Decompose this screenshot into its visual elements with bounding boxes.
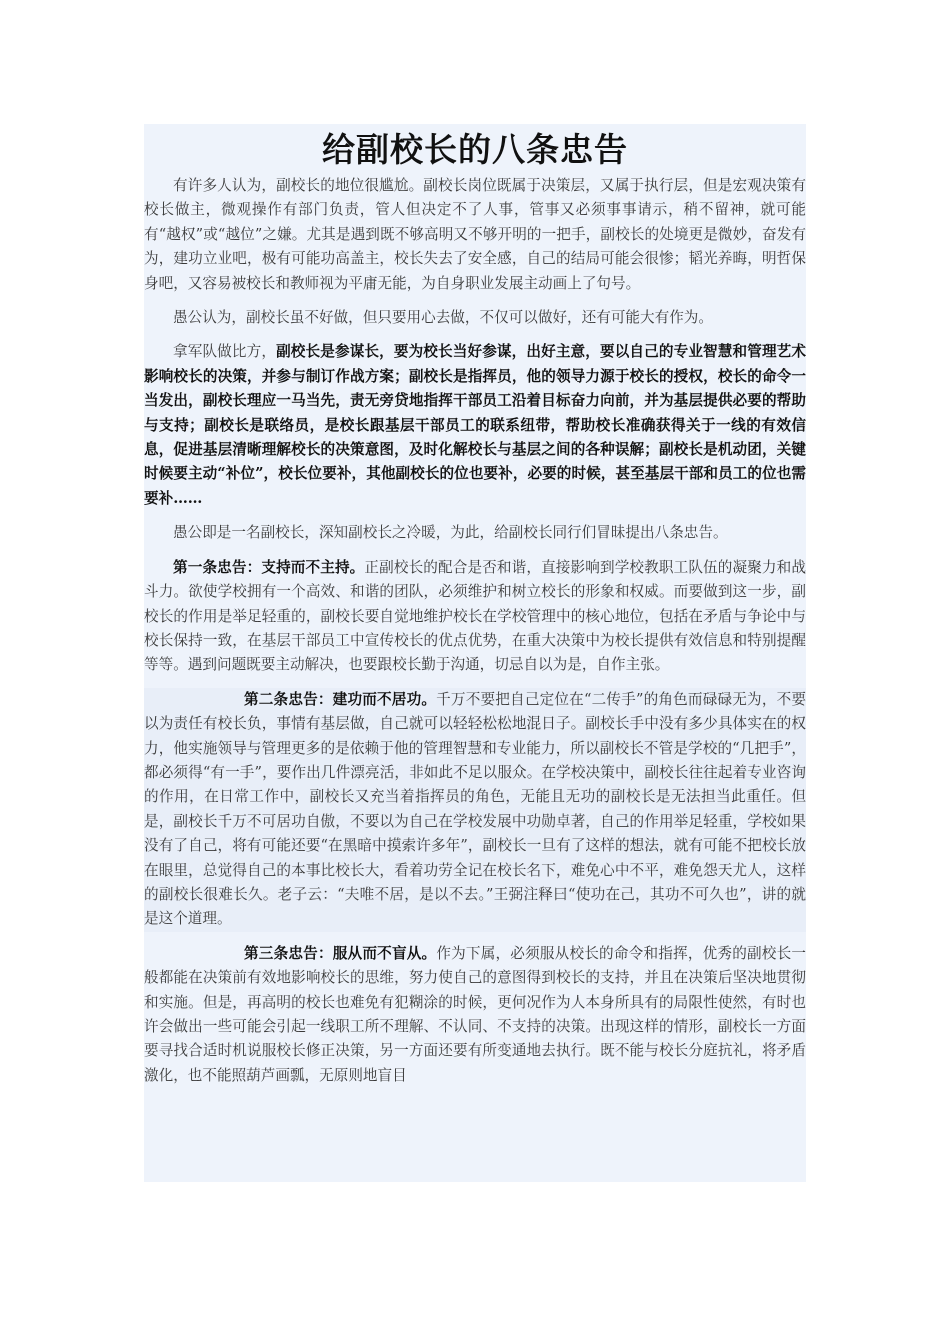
paragraph-yugong-view: 愚公认为，副校长虽不好做，但只要用心去做，不仅可以做好，还有可能大有作为。	[173, 309, 713, 327]
paragraph-advice-3	[144, 942, 806, 1088]
advice-2-heading: 第二条忠告：建功而不居功。	[244, 690, 437, 708]
advice-3-body: 作为下属，必须服从校长的命令和指挥，优秀的副校长一般都能在决策前有效地影响校长的思维，努力使自己的意图得到校长的支持，并且在决策后坚决地贯彻和实施。但是，再高明的校长也难免有犯糊涂的时候，更何况作为人本身所具有的局限性使然，有时也许会做出一些可能会引起一线职工所不理解、不认同、不支持的决策。出现这样的情形，副校长一方面要寻找合适时机说服校长修正决策，另一方面还要有所变通地去执行。既不能与校长分庭抗礼，将矛盾激化，也不能照葫芦画瓢，无原则地盲目	[144, 944, 806, 1084]
document-title: 给副校长的八条忠告	[322, 130, 628, 169]
paragraph-eight-advices-intro: 愚公即是一名副校长，深知副校长之冷暖，为此，给副校长同行们冒昧提出八条忠告。	[173, 524, 728, 542]
paragraph-intro: 有许多人认为，副校长的地位很尴尬。副校长岗位既属于决策层，又属于执行层，但是宏观决策有校长做主，微观操作有部门负责，管人但决定不了人事，管事又必须事事请示，稍不留神，就可能有“越权”或“越位”之嫌。尤其是遇到既不够高明又不够开明的一把手，副校长的处境更是微妙，奋发有为，建功立业吧，极有可能功高盖主，校长失去了安全感，自己的结局可能会很惨；韬光养晦，明哲保身吧，又容易被校长和教师视为平庸无能，为自身职业发展主动画上了句号。	[144, 177, 806, 292]
advice-2-body: 千万不要把自己定位在“二传手”的角色而碌碌无为，不要以为责任有校长负，事情有基层做，自己就可以轻轻松松地混日子。副校长手中没有多少具体实在的权力，他实施领导与管理更多的是依赖于他的管理智慧和专业能力，所以副校长不管是学校的“几把手”，都必须得“有一手”，要作出几件漂亮活，非如此不足以服众。在学校决策中，副校长往往起着专业咨询的作用，在日常工作中，副校长又充当着指挥员的角色，无能且无功的副校长是无法担当此重任。但是，副校长千万不可居功自傲，不要以为自己在学校发展中功勋卓著，自己的作用举足轻重，学校如果没有了自己，将有可能还要“在黑暗中摸索许多年”，副校长一旦有了这样的想法，就有可能不把校长放在眼里，总觉得自己的本事比校长大，看着功劳全记在校长名下，难免心中不平，难免怨天尤人，这样的副校长很难长久。老子云：“夫唯不居，是以不去。”王弼注释曰“使功在己，其功不可久也”，讲的就是这个道理。	[144, 690, 806, 928]
advice-1-heading: 第一条忠告：支持而不主持。	[173, 558, 365, 576]
document-page	[144, 124, 806, 1182]
advice-1-body: 正副校长的配合是否和谐，直接影响到学校教职工队伍的凝聚力和战斗力。欲使学校拥有一个高效、和谐的团队，必须维护和树立校长的形象和权威。而要做到这一步，副校长的作用是举足轻重的，副校长要自觉地维护校长在学校管理中的核心地位，包括在矛盾与争论中与校长保持一致，在基层干部员工中宣传校长的优点优势，在重大决策中为校长提供有效信息和特别提醒等等。遇到问题既要主动解决，也要跟校长勤于沟通，切忌自以为是，自作主张。	[144, 558, 806, 674]
paragraph-advice-2	[144, 688, 806, 932]
analogy-lead-text: 拿军队做比方，	[173, 343, 277, 361]
analogy-bold-text: 副校长是参谋长，要为校长当好参谋，出好主意，要以自己的专业智慧和管理艺术影响校长的决策，并参与制订作战方案；副校长是指挥员，他的领导力源于校长的授权，校长的命令一当发出，副校长理应一马当先，责无旁贷地指挥干部员工沿着目标奋力向前，并为基层提供必要的帮助与支持；副校长是联络员，是校长跟基层干部员工的联系纽带，帮助校长准确获得关于一线的有效信息，促进基层清晰理解校长的决策意图，及时化解校长与基层之间的各种误解；副校长是机动团，关键时候要主动“补位”，校长位要补，其他副校长的位也要补，必要的时候，甚至基层干部和员工的位也需要补……	[144, 343, 806, 507]
paragraph-advice-1	[144, 556, 806, 678]
advice-3-heading: 第三条忠告：服从而不盲从。	[244, 944, 437, 962]
paragraph-military-analogy	[144, 340, 806, 511]
